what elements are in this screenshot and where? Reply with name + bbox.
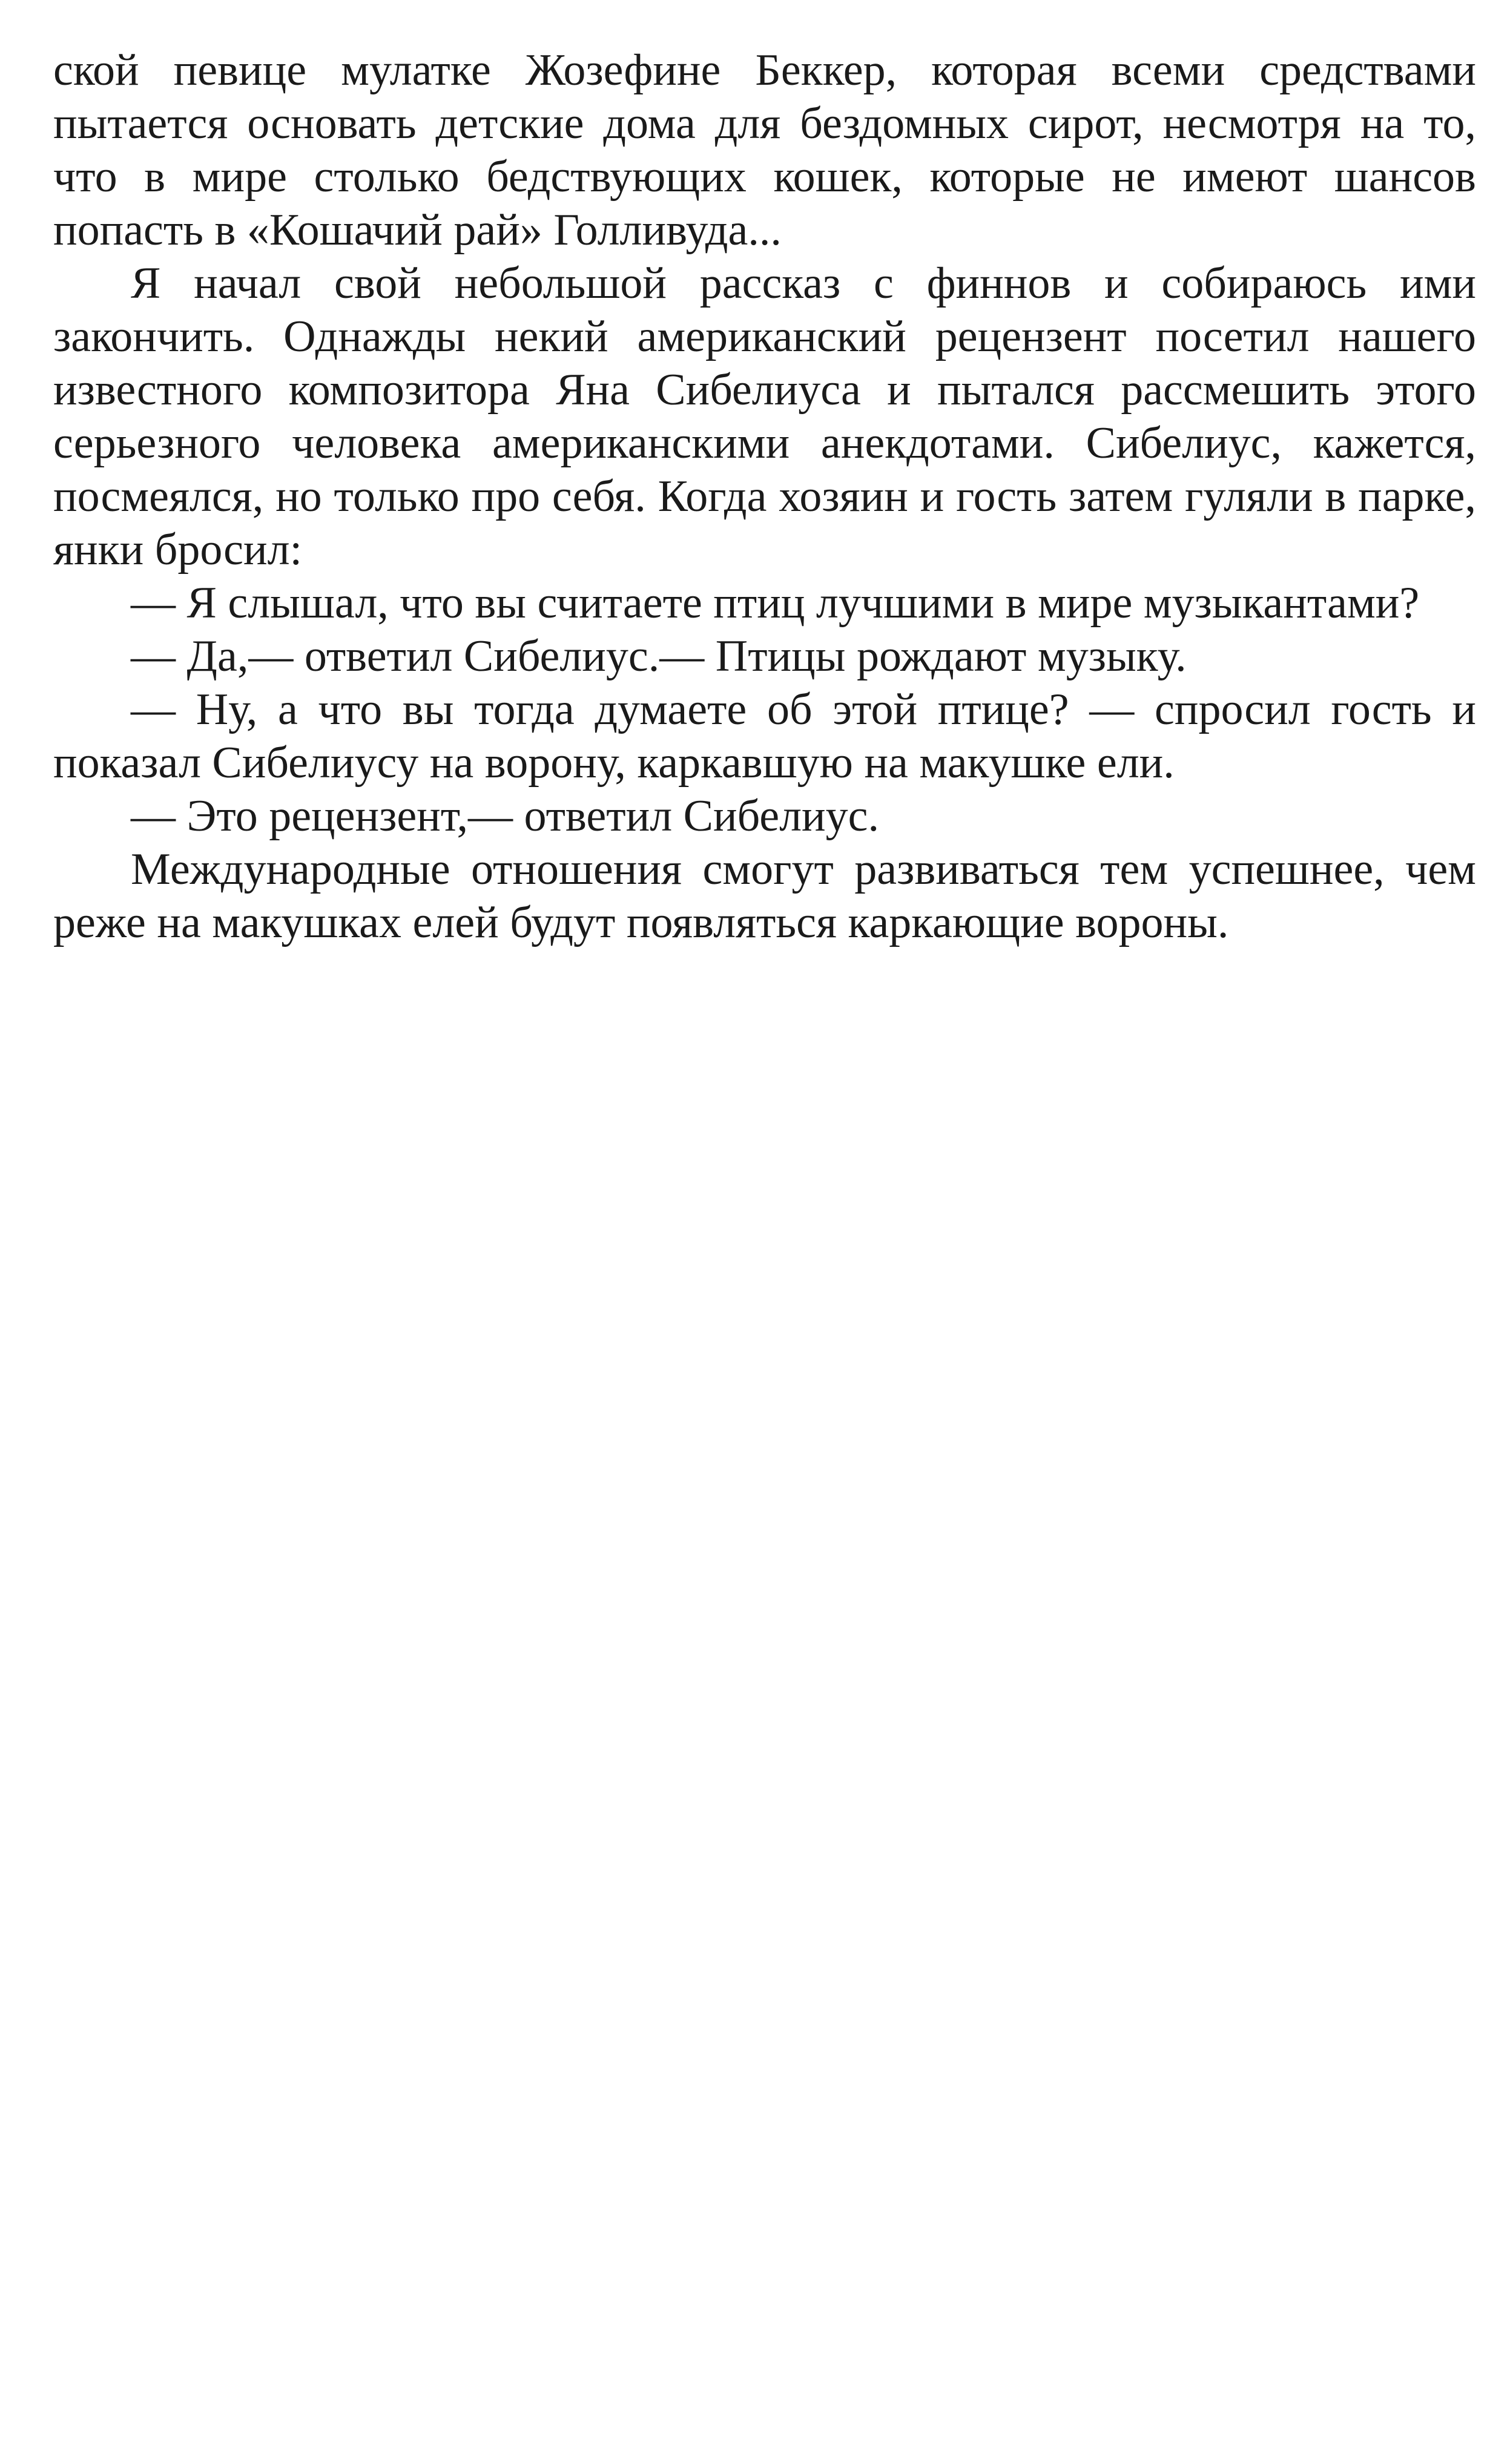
paragraph-conclusion: Международные отношения смогут развиваться тем успешнее, чем реже на макушках елей будут появляться каркающие вороны. bbox=[53, 845, 1476, 947]
paragraph-continuation: ской певице мулатке Жозефине Беккер, которая всеми средствами пытается основать детские дома для бездомных сирот, несмотря на то, что в мире столько бедствующих кошек, которые не имеют шансов попасть в «Кошачий рай» Голливуда... bbox=[53, 45, 1476, 255]
dialog-line-crow-question: — Ну, а что вы тогда думаете об этой птице? — спросил гость и показал Сибелиусу на ворону, каркавшую на макушке ели. bbox=[53, 685, 1476, 788]
dialog-line-punchline: — Это рецензент,— ответил Сибелиус. bbox=[131, 791, 879, 841]
dialog-line-question: — Я слышал, что вы считаете птиц лучшими в мире музыкантами? bbox=[131, 578, 1420, 628]
dialog-line-answer: — Да,— ответил Сибелиус.— Птицы рождают музыку. bbox=[131, 631, 1187, 681]
paragraph-sibelius-story: Я начал свой небольшой рассказ с финнов и собираюсь ими закончить. Однажды некий американский рецензент посетил нашего известного композитора Яна Сибелиуса и пытался рассмешить этого серьезного человека американскими анекдотами. Сибелиус, кажется, посмеялся, но только про себя. Когда хозяин и гость затем гуляли в парке, янки бросил: bbox=[53, 259, 1476, 575]
page-text bbox=[53, 44, 1476, 949]
